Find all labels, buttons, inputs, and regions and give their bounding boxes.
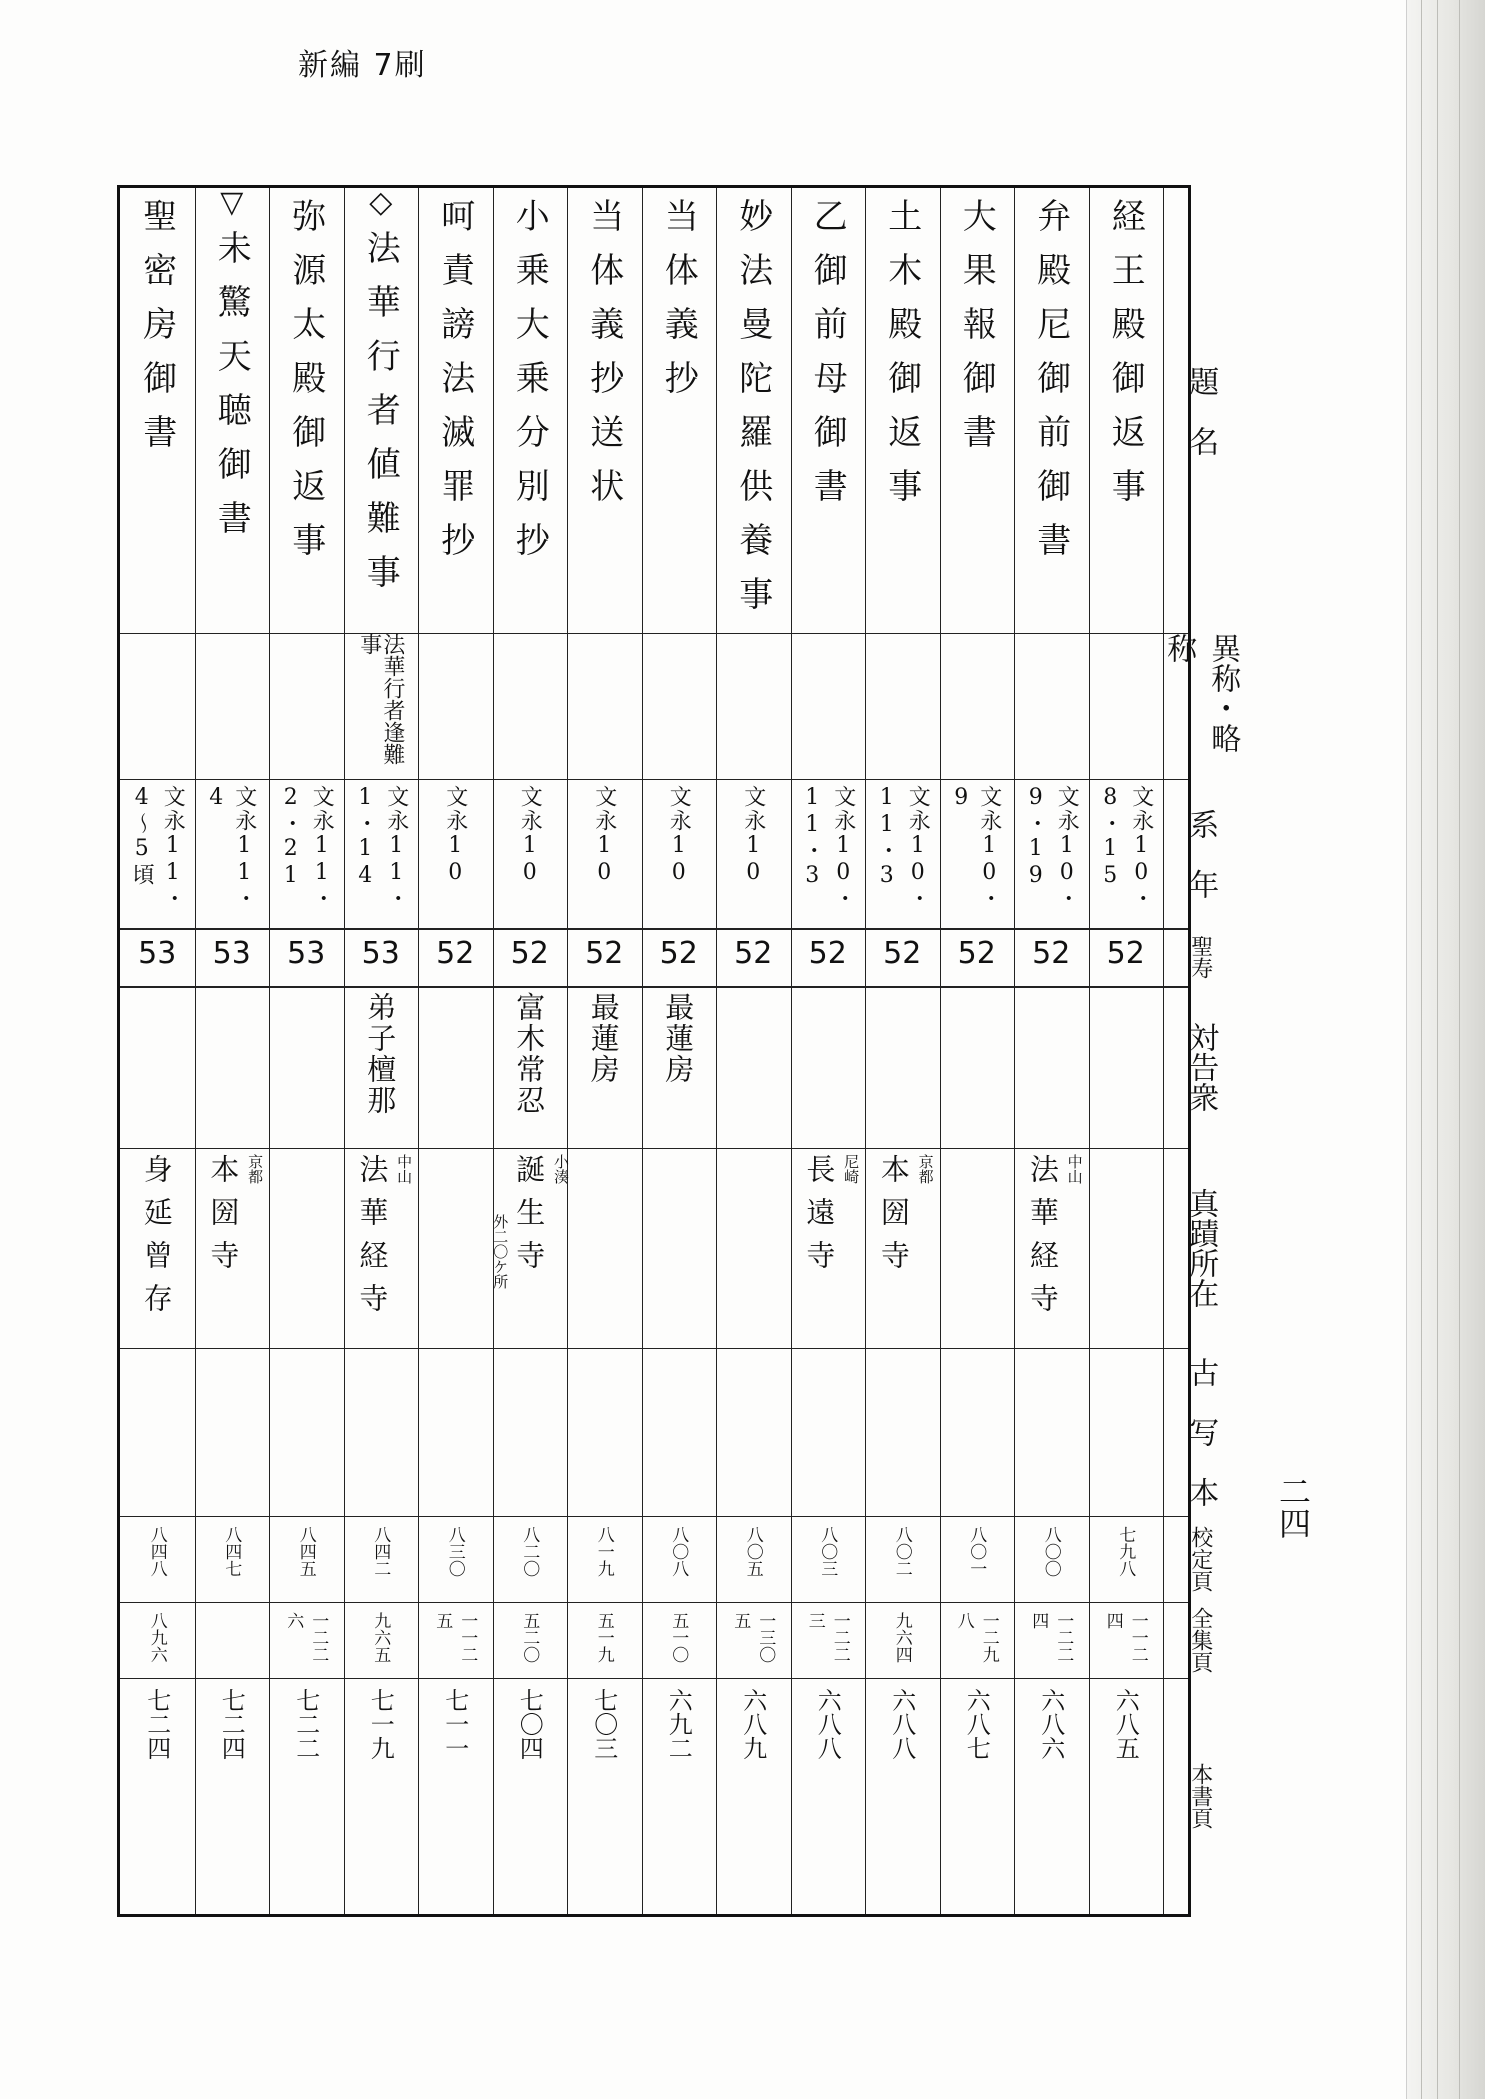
cell-age [120, 928, 195, 986]
page-ref-honsho: 七二二 [291, 1688, 320, 1760]
age-value: 52 [659, 936, 698, 971]
cell-age [865, 928, 940, 986]
cell-year [940, 779, 1015, 928]
header-alias [1161, 633, 1241, 779]
holding-temple: 長遠寺 [802, 1154, 837, 1283]
page-ref-teihon: 八四五 [295, 1526, 316, 1577]
holding-region: 小湊 [552, 1154, 570, 1184]
cell-zenshu [195, 1602, 270, 1678]
cell-alias [344, 633, 419, 779]
date-text: 文永10 [666, 785, 692, 887]
page-ref-zenshu: 九六五 [370, 1612, 391, 1663]
cell-title [269, 188, 344, 633]
cell-zenshu [120, 1602, 195, 1678]
cell-title [940, 188, 1015, 633]
cell-zenshu [493, 1602, 568, 1678]
cell-alias [1089, 633, 1164, 779]
cell-recipient [791, 986, 866, 1148]
cell-zenshu [865, 1602, 940, 1678]
cell-recipient [865, 986, 940, 1148]
cell-zenshu [344, 1602, 419, 1678]
page-ref-zenshu: 九六四 [891, 1612, 912, 1663]
holding-group [872, 1148, 933, 1283]
header-label: 題 名 [1183, 365, 1219, 456]
cell-age [344, 928, 419, 986]
page-ref-zenshu: 五一九 [593, 1612, 614, 1663]
date-text: 文永10・8・15 [1097, 785, 1154, 911]
cell-alias [791, 633, 866, 779]
page-ref-zenshu: 五二〇 [519, 1612, 540, 1663]
holding-group [751, 1148, 755, 1214]
holding-group [304, 1148, 308, 1214]
page-ref-teihon: 八〇八 [668, 1526, 689, 1577]
cell-zenshu [791, 1602, 866, 1678]
cell-teihon [791, 1516, 866, 1602]
cell-age [1089, 928, 1164, 986]
cell-recipient [269, 986, 344, 1148]
cell-copy [344, 1348, 419, 1516]
cell-year [791, 779, 866, 928]
cell-copy [493, 1348, 568, 1516]
cell-year [1014, 779, 1089, 928]
date-text: 文永11・4～5頃 [129, 785, 186, 911]
header-label: 古 写 本 [1183, 1357, 1219, 1507]
holding-temple: 本圀寺 [876, 1154, 911, 1283]
page-ref-honsho: 六八八 [887, 1688, 916, 1760]
cell-age [567, 928, 642, 986]
recipient-text: 最蓮房 [586, 992, 621, 1085]
cell-year [1089, 779, 1164, 928]
cell-holding [195, 1148, 270, 1348]
cell-alias [642, 633, 717, 779]
page-ref-teihon: 八〇一 [966, 1526, 987, 1577]
cell-zenshu [716, 1602, 791, 1678]
cell-teihon [344, 1516, 419, 1602]
cell-title [195, 185, 270, 633]
cell-honsho [791, 1678, 866, 1914]
date-text: 文永11・4 [203, 785, 257, 911]
page-ref-honsho: 七一九 [366, 1688, 395, 1760]
holding-group [797, 1148, 861, 1283]
page-ref-teihon: 七九八 [1115, 1526, 1136, 1577]
cell-honsho [418, 1678, 493, 1914]
cell-age [493, 928, 568, 986]
cell-copy [642, 1348, 717, 1516]
holding-group [492, 1148, 569, 1289]
cell-holding [940, 1148, 1015, 1348]
writing-title: 妙法曼陀羅供養事 [732, 198, 773, 630]
cell-recipient [567, 986, 642, 1148]
cell-holding [1089, 1148, 1164, 1348]
page-ref-teihon: 八〇〇 [1040, 1526, 1061, 1577]
cell-teihon [120, 1516, 195, 1602]
page-ref-honsho: 六八五 [1111, 1688, 1140, 1760]
holding-group [453, 1148, 457, 1214]
cell-recipient [642, 986, 717, 1148]
cell-year [493, 779, 568, 928]
cell-teihon [642, 1516, 717, 1602]
cell-year [418, 779, 493, 928]
cell-alias [195, 633, 270, 779]
cell-year [344, 779, 419, 928]
cell-honsho [716, 1678, 791, 1914]
page-ref-honsho: 七〇四 [515, 1688, 544, 1760]
page-ref-teihon: 八〇三 [817, 1526, 838, 1577]
edition-label: 新編 7刷 [298, 48, 427, 83]
cell-teihon [567, 1516, 642, 1602]
page-ref-zenshu: 一一二五 [432, 1612, 478, 1663]
page-ref-teihon: 八四二 [370, 1526, 391, 1577]
cell-honsho [865, 1678, 940, 1914]
page-ref-zenshu: 一二二六 [283, 1612, 329, 1663]
writing-title: 土木殿御返事 [881, 198, 922, 522]
age-value: 52 [808, 936, 847, 971]
holding-group [975, 1148, 979, 1214]
cell-zenshu [567, 1602, 642, 1678]
cell-honsho [120, 1678, 195, 1914]
age-value: 52 [585, 936, 624, 971]
holding-temple: 誕生寺 [512, 1154, 547, 1283]
cell-honsho [567, 1678, 642, 1914]
cell-teihon [940, 1516, 1015, 1602]
page-ref-teihon: 八一九 [593, 1526, 614, 1577]
cell-recipient [344, 986, 419, 1148]
cell-alias [865, 633, 940, 779]
header-label: 全集頁 [1187, 1607, 1213, 1673]
holding-temple: 法華経寺 [1025, 1154, 1060, 1326]
cell-zenshu [1089, 1602, 1164, 1678]
page-ref-teihon: 八三〇 [444, 1526, 465, 1577]
alias-text: 法華行者逢難事 [356, 633, 405, 765]
page-ref-zenshu: 一二九八 [953, 1612, 999, 1663]
writings-table [117, 185, 1241, 1917]
cell-alias [567, 633, 642, 779]
holding-group [201, 1148, 265, 1283]
cell-alias [1014, 633, 1089, 779]
header-label: 系 年 [1183, 808, 1219, 899]
age-value: 52 [883, 936, 922, 971]
cell-title [418, 188, 493, 633]
cell-recipient [940, 986, 1015, 1148]
holding-region: 京都 [916, 1154, 935, 1184]
holding-group [135, 1148, 180, 1326]
book-page-edge [1406, 0, 1485, 2099]
cell-holding [1014, 1148, 1089, 1348]
page-ref-teihon: 八四七 [221, 1526, 242, 1577]
cell-recipient [120, 986, 195, 1148]
cell-copy [1089, 1348, 1164, 1516]
writing-title: 聖密房御書 [136, 198, 177, 468]
cell-copy [567, 1348, 642, 1516]
cell-zenshu [1014, 1602, 1089, 1678]
cell-honsho [1014, 1678, 1089, 1914]
cell-teihon [865, 1516, 940, 1602]
page-ref-zenshu: 一三〇五 [730, 1612, 776, 1663]
cell-copy [716, 1348, 791, 1516]
age-value: 53 [138, 936, 177, 971]
cell-recipient [1089, 986, 1164, 1148]
page-ref-zenshu: 一一二四 [1102, 1612, 1148, 1663]
cell-copy [1014, 1348, 1089, 1516]
cell-year [642, 779, 717, 928]
cell-holding [716, 1148, 791, 1348]
header-copy [1163, 1348, 1238, 1516]
page-ref-honsho: 七〇三 [589, 1688, 618, 1760]
holding-region: 中山 [1065, 1154, 1084, 1184]
cell-holding [642, 1148, 717, 1348]
age-value: 52 [957, 936, 996, 971]
age-value: 52 [1106, 936, 1145, 971]
cell-age [642, 928, 717, 986]
page-ref-zenshu: 五一〇 [668, 1612, 689, 1663]
cell-alias [940, 633, 1015, 779]
page-ref-teihon: 八四八 [146, 1526, 167, 1577]
page-ref-honsho: 七二四 [142, 1688, 171, 1760]
header-age [1163, 928, 1238, 986]
holding-group [602, 1148, 606, 1214]
holding-temple: 身延曾存 [139, 1154, 174, 1326]
date-text: 文永10 [442, 785, 468, 887]
header-label: 真蹟所在 [1183, 1188, 1219, 1308]
cell-year [195, 779, 270, 928]
age-value: 52 [734, 936, 773, 971]
cell-copy [269, 1348, 344, 1516]
cell-title [1089, 188, 1164, 633]
age-value: 52 [510, 936, 549, 971]
page-ref-honsho: 六八八 [813, 1688, 842, 1760]
page-ref-honsho: 六八九 [738, 1688, 767, 1760]
date-text: 文永10 [740, 785, 766, 887]
cell-title [1014, 188, 1089, 633]
cell-age [418, 928, 493, 986]
cell-recipient [418, 986, 493, 1148]
cell-copy [791, 1348, 866, 1516]
cell-honsho [1089, 1678, 1164, 1914]
cell-teihon [1089, 1516, 1164, 1602]
age-value: 52 [436, 936, 475, 971]
cell-year [716, 779, 791, 928]
cell-alias [716, 633, 791, 779]
cell-title [567, 188, 642, 633]
writing-title: 法華行者値難事 [360, 230, 401, 608]
page-ref-honsho: 六八六 [1036, 1688, 1065, 1760]
cell-title [865, 188, 940, 633]
cell-honsho [344, 1678, 419, 1914]
header-holding [1163, 1148, 1238, 1348]
page-ref-teihon: 八二〇 [519, 1526, 540, 1577]
title-mark: ▽ [220, 185, 244, 220]
holding-temple: 本圀寺 [206, 1154, 241, 1283]
cell-title [493, 188, 568, 633]
header-label: 校定頁 [1187, 1526, 1213, 1592]
cell-honsho [940, 1678, 1015, 1914]
holding-group [1021, 1148, 1082, 1326]
writing-title: 当体義抄 [658, 198, 699, 414]
cell-zenshu [642, 1602, 717, 1678]
cell-teihon [269, 1516, 344, 1602]
age-value: 53 [361, 936, 400, 971]
cell-age [269, 928, 344, 986]
recipient-text: 弟子檀那 [363, 992, 398, 1116]
writing-title: 大果報御書 [956, 198, 997, 468]
page-ref-zenshu: 一二二四 [1028, 1612, 1074, 1663]
writing-title: 弥源太殿御返事 [285, 198, 326, 576]
holding-group [677, 1148, 681, 1214]
cell-holding [120, 1148, 195, 1348]
recipient-text: 富木常忍 [512, 992, 547, 1116]
cell-recipient [716, 986, 791, 1148]
date-text: 文永10・11・3 [874, 785, 931, 911]
page-number: 二四 [1274, 1475, 1312, 1539]
header-label: 聖寿 [1187, 935, 1213, 979]
cell-zenshu [418, 1602, 493, 1678]
writing-title: 呵責謗法滅罪抄 [434, 198, 475, 576]
writing-title: 小乗大乗分別抄 [509, 198, 550, 576]
date-text: 文永10 [591, 785, 617, 887]
cell-holding [791, 1148, 866, 1348]
holding-temple: 法華経寺 [355, 1154, 390, 1326]
cell-recipient [493, 986, 568, 1148]
holding-region: 京都 [246, 1154, 265, 1184]
page-ref-zenshu: 一二二三 [804, 1612, 850, 1663]
cell-title [120, 188, 195, 633]
header-title [1163, 188, 1238, 633]
age-value: 53 [287, 936, 326, 971]
cell-honsho [269, 1678, 344, 1914]
cell-holding [865, 1148, 940, 1348]
cell-alias [493, 633, 568, 779]
header-teihon [1163, 1516, 1238, 1602]
cell-title [791, 188, 866, 633]
cell-teihon [493, 1516, 568, 1602]
cell-age [1014, 928, 1089, 986]
date-text: 文永10 [517, 785, 543, 887]
cell-copy [865, 1348, 940, 1516]
cell-recipient [195, 986, 270, 1148]
writing-title: 未驚天聴御書 [211, 230, 252, 554]
cell-copy [120, 1348, 195, 1516]
cell-teihon [418, 1516, 493, 1602]
age-value: 52 [1032, 936, 1071, 971]
cell-recipient [1014, 986, 1089, 1148]
page-ref-honsho: 七一一 [440, 1688, 469, 1760]
page-ref-honsho: 七二四 [217, 1688, 246, 1760]
cell-alias [269, 633, 344, 779]
age-value: 53 [212, 936, 251, 971]
holding-region: 尼崎 [842, 1154, 861, 1184]
cell-copy [940, 1348, 1015, 1516]
cell-year [269, 779, 344, 928]
cell-holding [493, 1148, 568, 1348]
cell-title [344, 185, 419, 633]
cell-zenshu [940, 1602, 1015, 1678]
writing-title: 弁殿尼御前御書 [1030, 198, 1071, 576]
holding-note: 外二〇ケ所 [491, 1214, 510, 1289]
page-ref-teihon: 八〇五 [742, 1526, 763, 1577]
cell-age [940, 928, 1015, 986]
page-ref-teihon: 八〇二 [891, 1526, 912, 1577]
cell-honsho [642, 1678, 717, 1914]
cell-holding [344, 1148, 419, 1348]
page-ref-zenshu: 八九六 [146, 1612, 167, 1663]
cell-honsho [195, 1678, 270, 1914]
cell-holding [418, 1148, 493, 1348]
holding-group [350, 1148, 414, 1326]
cell-year [120, 779, 195, 928]
cell-holding [567, 1148, 642, 1348]
holding-group [1124, 1148, 1128, 1214]
page-ref-honsho: 六九二 [664, 1688, 693, 1760]
cell-title [716, 188, 791, 633]
cell-year [865, 779, 940, 928]
header-zenshu [1163, 1602, 1238, 1678]
page-ref-honsho: 六八七 [962, 1688, 991, 1760]
writing-title: 当体義抄送状 [583, 198, 624, 522]
cell-age [716, 928, 791, 986]
header-year [1163, 779, 1238, 928]
header-label: 対告衆 [1183, 1022, 1219, 1112]
cell-copy [418, 1348, 493, 1516]
writing-title: 乙御前母御書 [807, 198, 848, 522]
date-text: 文永11・1・14 [352, 785, 409, 911]
cell-alias [418, 633, 493, 779]
date-text: 文永10・9・19 [1023, 785, 1080, 911]
cell-year [567, 779, 642, 928]
cell-title [642, 188, 717, 633]
cell-zenshu [269, 1602, 344, 1678]
writing-title: 経王殿御返事 [1105, 198, 1146, 522]
header-recipient [1163, 986, 1238, 1148]
cell-alias [120, 633, 195, 779]
cell-teihon [716, 1516, 791, 1602]
cell-age [195, 928, 270, 986]
title-mark: ◇ [369, 185, 393, 220]
cell-teihon [195, 1516, 270, 1602]
cell-age [791, 928, 866, 986]
date-text: 文永10・11・3 [799, 785, 856, 911]
date-text: 文永11・2・21 [278, 785, 335, 911]
header-label: 異称・略称 [1161, 633, 1241, 753]
cell-honsho [493, 1678, 568, 1914]
date-text: 文永10・9 [948, 785, 1002, 911]
holding-region: 中山 [395, 1154, 414, 1184]
cell-copy [195, 1348, 270, 1516]
cell-holding [269, 1148, 344, 1348]
recipient-text: 最蓮房 [661, 992, 696, 1085]
header-label: 本書頁 [1187, 1763, 1213, 1829]
header-honsho [1163, 1678, 1238, 1914]
cell-teihon [1014, 1516, 1089, 1602]
